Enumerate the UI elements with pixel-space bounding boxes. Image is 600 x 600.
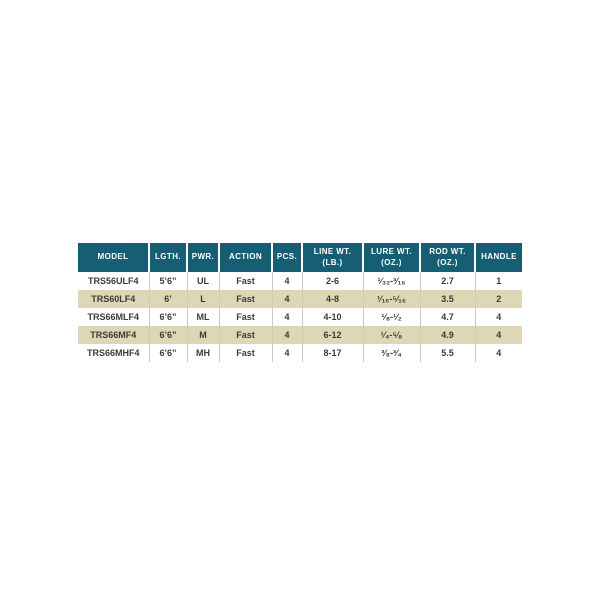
cell-handle: 1 [475,272,522,290]
table-header [78,243,522,272]
column-header-power: PWR. [187,243,219,272]
header-row [78,243,522,272]
cell-action: Fast [219,326,272,344]
cell-line_wt: 8-17 [302,344,363,362]
table-row [78,290,522,308]
table-body [78,272,522,362]
cell-rod_wt: 4.7 [420,308,475,326]
cell-power: MH [187,344,219,362]
cell-rod_wt: 3.5 [420,290,475,308]
cell-handle: 4 [475,344,522,362]
cell-pieces: 4 [272,272,302,290]
cell-length: 6’6” [149,308,187,326]
cell-line_wt: 2-6 [302,272,363,290]
cell-pieces: 4 [272,344,302,362]
column-header-rod_wt: ROD WT. (OZ.) [420,243,475,272]
cell-length: 6’ [149,290,187,308]
table-row [78,272,522,290]
cell-pieces: 4 [272,326,302,344]
cell-length: 6’6” [149,344,187,362]
cell-model: TRS66MF4 [78,326,149,344]
column-header-model: MODEL [78,243,149,272]
cell-power: M [187,326,219,344]
column-header-handle: HANDLE [475,243,522,272]
cell-length: 5’6” [149,272,187,290]
column-header-lure_wt: LURE WT. (OZ.) [363,243,420,272]
cell-pieces: 4 [272,308,302,326]
cell-power: UL [187,272,219,290]
table-row [78,326,522,344]
cell-lure_wt: ¹⁄₁₆-⁵⁄₁₆ [363,290,420,308]
column-header-pieces: PCS. [272,243,302,272]
cell-rod_wt: 4.9 [420,326,475,344]
table-row [78,308,522,326]
cell-line_wt: 4-8 [302,290,363,308]
cell-pieces: 4 [272,290,302,308]
cell-length: 6’6” [149,326,187,344]
cell-model: TRS60LF4 [78,290,149,308]
cell-line_wt: 6-12 [302,326,363,344]
cell-lure_wt: ¹⁄₄-⁵⁄₈ [363,326,420,344]
cell-action: Fast [219,290,272,308]
cell-lure_wt: ¹⁄₃₂-³⁄₁₆ [363,272,420,290]
column-header-action: ACTION [219,243,272,272]
cell-power: ML [187,308,219,326]
cell-model: TRS66MHF4 [78,344,149,362]
cell-handle: 4 [475,308,522,326]
cell-lure_wt: ³⁄₈-³⁄₄ [363,344,420,362]
column-header-line_wt: LINE WT. (LB.) [302,243,363,272]
cell-rod_wt: 2.7 [420,272,475,290]
cell-action: Fast [219,344,272,362]
cell-action: Fast [219,308,272,326]
cell-handle: 2 [475,290,522,308]
cell-action: Fast [219,272,272,290]
cell-line_wt: 4-10 [302,308,363,326]
cell-model: TRS66MLF4 [78,308,149,326]
cell-model: TRS56ULF4 [78,272,149,290]
column-header-length: LGTH. [149,243,187,272]
cell-rod_wt: 5.5 [420,344,475,362]
table-row [78,344,522,362]
cell-lure_wt: ¹⁄₈-¹⁄₂ [363,308,420,326]
cell-handle: 4 [475,326,522,344]
cell-power: L [187,290,219,308]
spec-table [78,243,522,362]
